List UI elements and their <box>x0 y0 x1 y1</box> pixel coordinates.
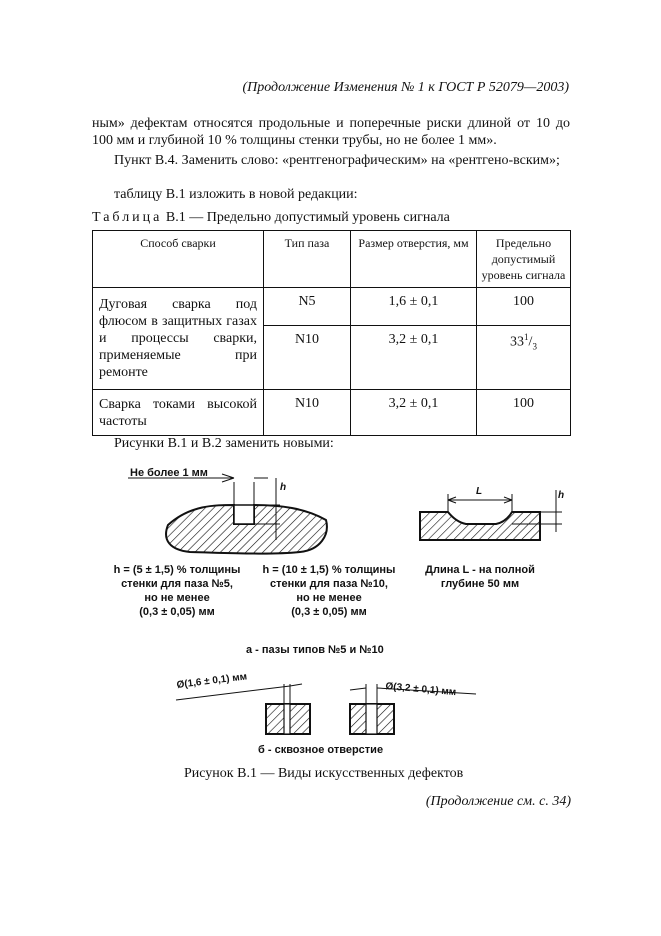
hole-dim-right: Ø(3,2 ± 0,1) мм <box>385 681 457 699</box>
note-line: но не менее <box>144 592 210 604</box>
header-type: Тип паза <box>264 231 351 288</box>
caption-a: а - пазы типов №5 и №10 <box>246 644 384 656</box>
cell-method: Сварка токами высокой частоты <box>93 390 264 436</box>
note-line: h = (5 ± 1,5) % толщины <box>113 564 241 576</box>
specimen-slot <box>420 512 540 540</box>
header-level: Предельно допустимый уровень сигнала <box>477 231 571 288</box>
page-footer: (Продолжение см. с. 34) <box>425 794 571 809</box>
note-line: (0,3 ± 0,05) мм <box>139 606 215 618</box>
cell-level: 100 <box>477 390 571 436</box>
paragraph-2: Пункт В.4. Заменить слово: «рентгенографическим» на «рентгено-вским»; <box>114 153 560 168</box>
note-line: стенки для паза №5, <box>121 578 233 590</box>
cell-size: 1,6 ± 0,1 <box>351 288 477 326</box>
cell-size: 3,2 ± 0,1 <box>351 326 477 390</box>
dim-h-left: h <box>280 482 287 493</box>
cell-level: $33^1/_3$ <box>477 326 571 390</box>
table-title-word: Таблица <box>92 210 163 225</box>
figure-caption: Рисунок В.1 — Виды искусственных дефектов <box>184 766 464 781</box>
level-main: 33 <box>510 334 525 350</box>
page-header: (Продолжение Изменения № 1 к ГОСТ Р 52079—2003) <box>242 80 569 95</box>
level-sub: 3 <box>532 341 537 352</box>
note-line: но не менее <box>296 592 362 604</box>
label-max-depth: Не более 1 мм <box>130 467 208 479</box>
hole-dim-left: Ø(1,6 ± 0,1) мм <box>176 671 248 691</box>
note-length <box>414 563 546 591</box>
note-line: глубине 50 мм <box>440 578 520 590</box>
note-line: h = (10 ± 1,5) % толщины <box>262 564 396 576</box>
cell-size: 3,2 ± 0,1 <box>351 390 477 436</box>
note-slot-10 <box>252 563 406 619</box>
caption-b: б - сквозное отверстие <box>258 744 384 756</box>
note-line: (0,3 ± 0,05) мм <box>291 606 367 618</box>
header-size: Размер отверстия, мм <box>351 231 477 288</box>
level-sup: 1 <box>524 332 529 342</box>
note-slot-5 <box>104 563 250 619</box>
figure-intro: Рисунки В.1 и В.2 заменить новыми: <box>114 436 334 451</box>
dim-L: L <box>476 486 483 497</box>
note-line: Длина L - на полной <box>425 564 535 576</box>
paragraph-3: таблицу В.1 изложить в новой редакции: <box>114 187 358 202</box>
cell-level: 100 <box>477 288 571 326</box>
notch-gap <box>234 505 254 524</box>
cell-method: Дуговая сварка под флюсом в защитных газах и процессы сварки, применяемые при ремонте <box>93 288 264 390</box>
cell-type: N10 <box>264 326 351 390</box>
table-title-text: В.1 — Предельно допустимый уровень сигнала <box>165 210 450 225</box>
dim-h-right: h <box>558 490 565 501</box>
note-line: стенки для паза №10, <box>270 578 388 590</box>
header-method: Способ сварки <box>93 231 264 288</box>
cell-type: N5 <box>264 288 351 326</box>
paragraph-1: ным» дефектам относятся продольные и поперечные риски длиной от 10 до 100 мм и глубиной 10 % толщины стенки трубы, но не более 1 мм». <box>92 116 570 148</box>
cell-type: N10 <box>264 390 351 436</box>
